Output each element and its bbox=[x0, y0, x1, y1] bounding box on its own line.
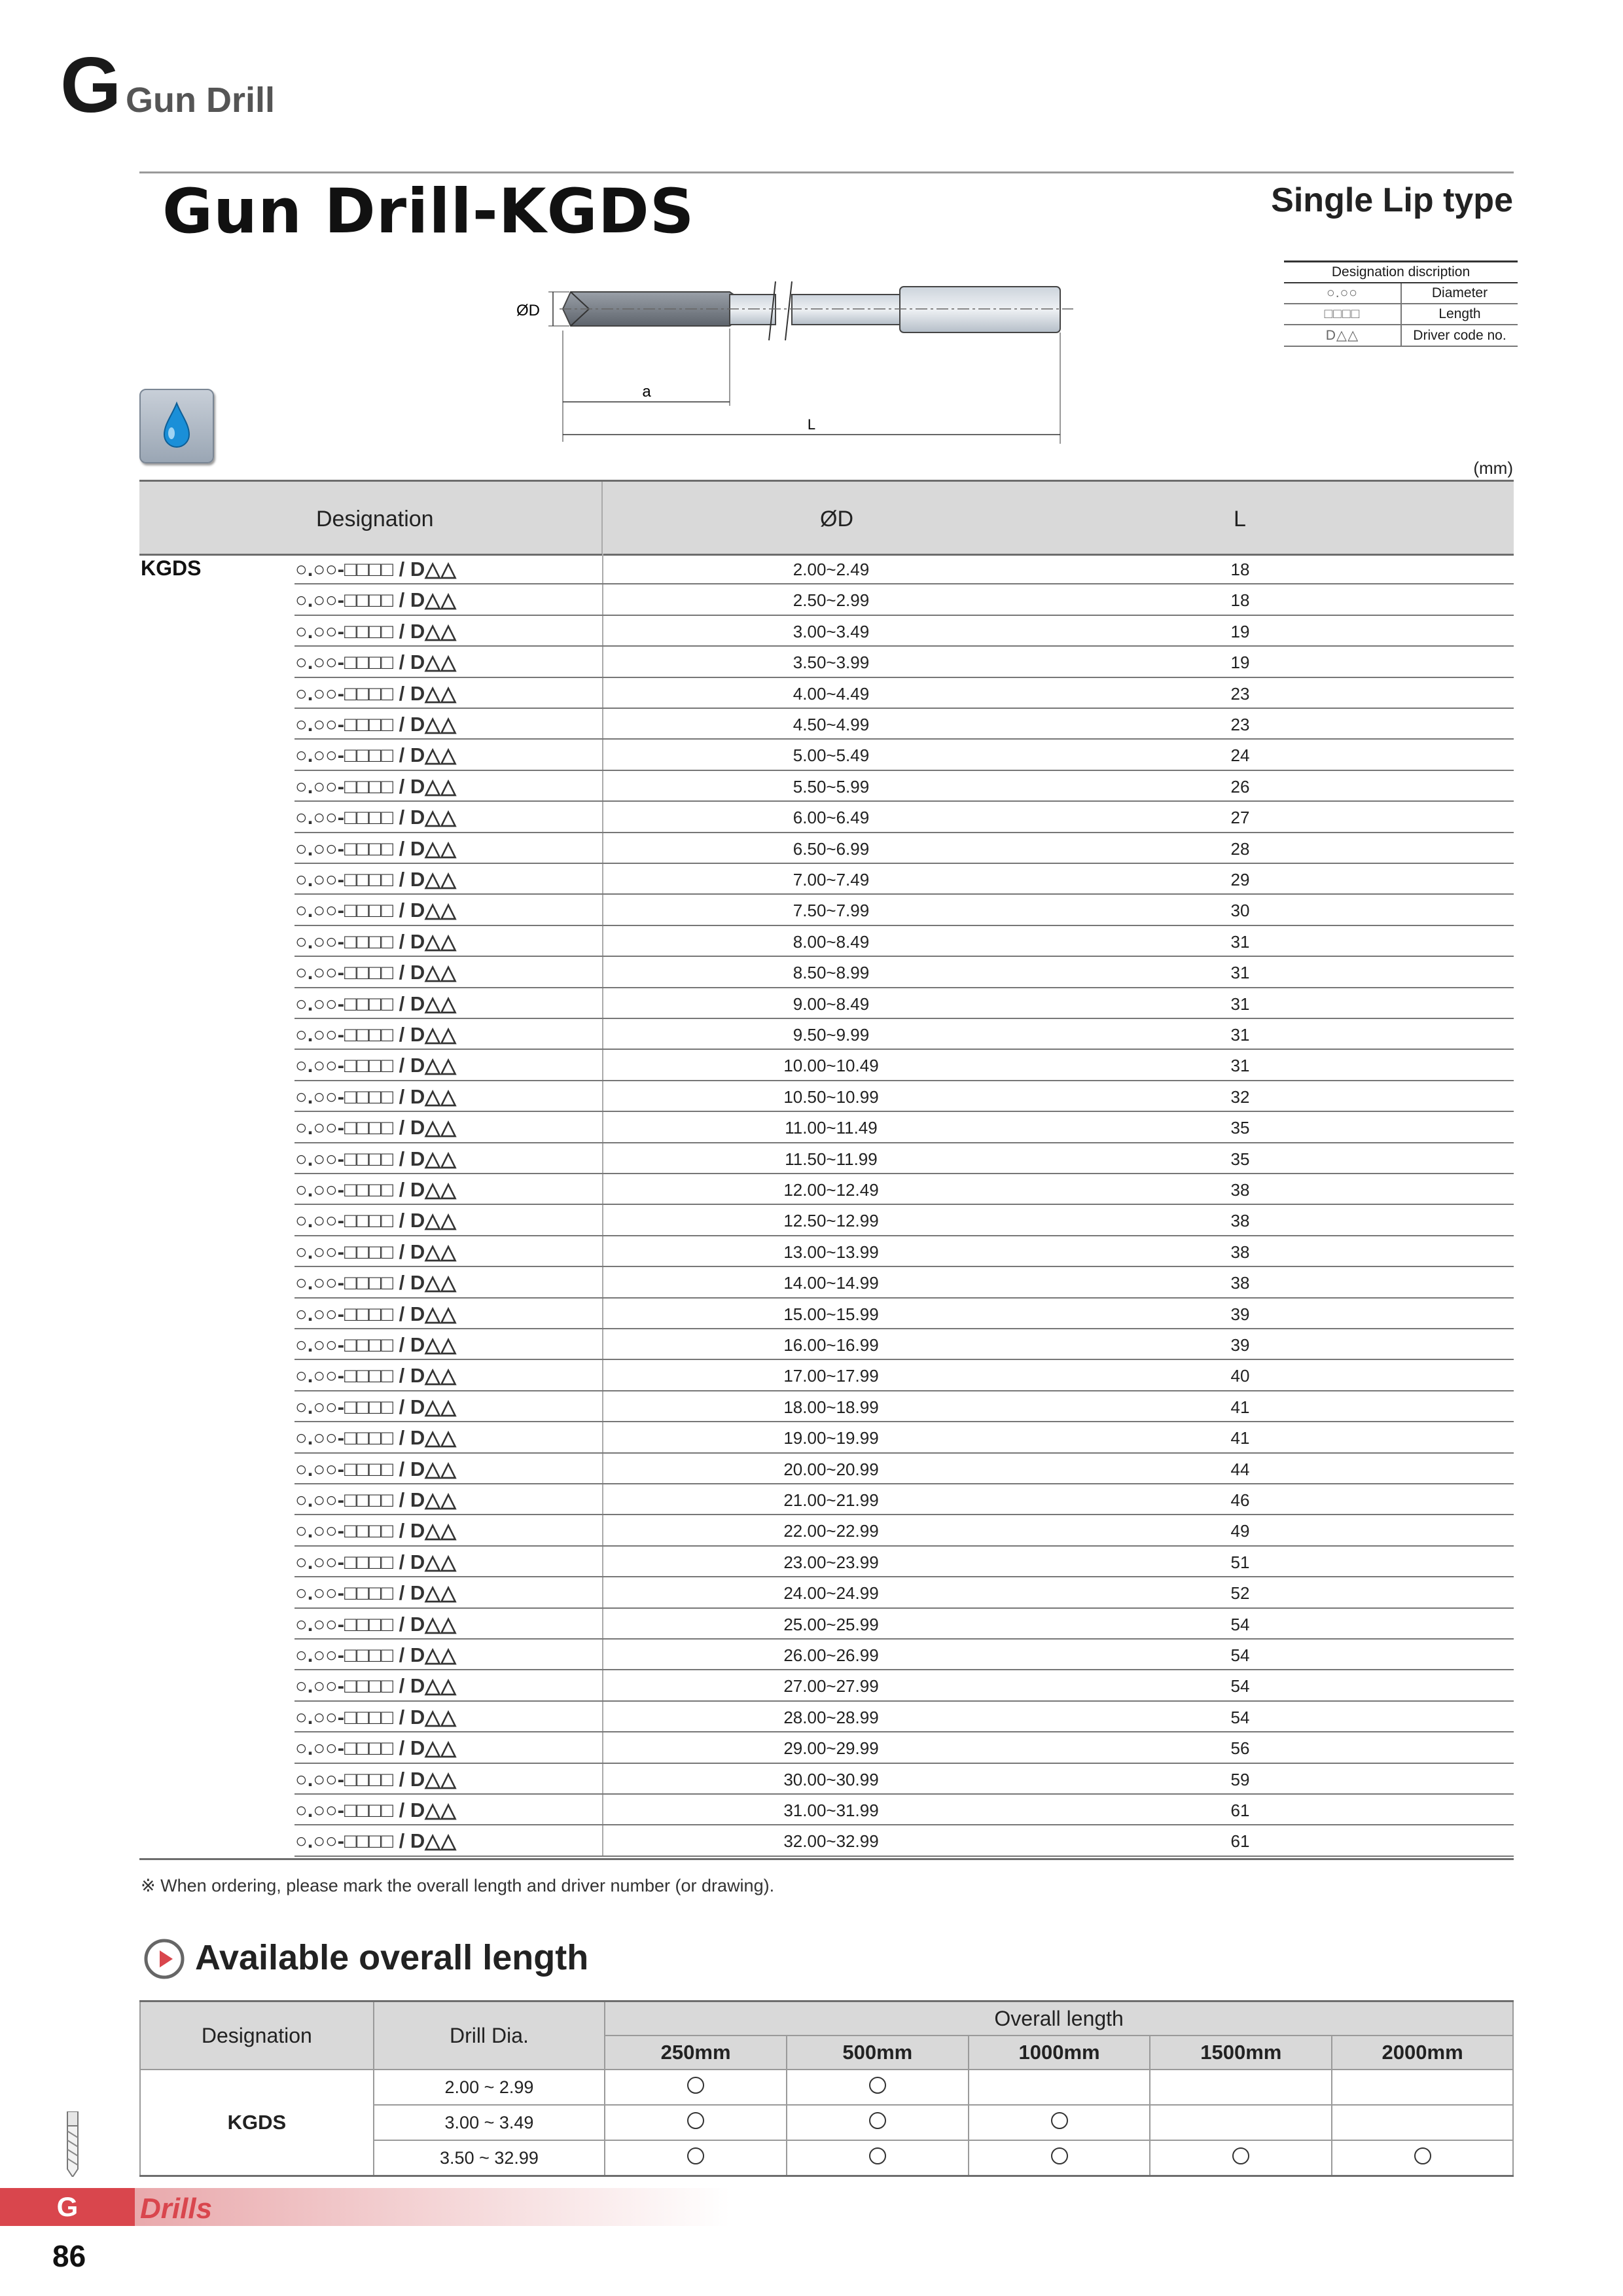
table-row bbox=[139, 1670, 1514, 1701]
row-diameter: 15.00~15.99 bbox=[783, 1304, 879, 1324]
row-designation: ○.○○-□□□□ / D△△ bbox=[295, 774, 456, 798]
legend-code: D△△ bbox=[1284, 325, 1401, 346]
row-designation: ○.○○-□□□□ / D△△ bbox=[295, 1271, 456, 1295]
table-row bbox=[139, 1732, 1514, 1763]
table-row bbox=[139, 988, 1514, 1019]
coolant-drop-icon bbox=[139, 389, 214, 463]
avail-series: KGDS bbox=[140, 2070, 374, 2176]
table-row bbox=[139, 647, 1514, 677]
table-row bbox=[139, 1454, 1514, 1484]
row-length: 39 bbox=[1230, 1304, 1250, 1324]
table-row bbox=[139, 926, 1514, 957]
table-row bbox=[139, 1360, 1514, 1391]
row-diameter: 7.00~7.49 bbox=[793, 870, 870, 889]
table-row bbox=[139, 1081, 1514, 1112]
table-row bbox=[139, 1640, 1514, 1670]
row-diameter: 26.00~26.99 bbox=[783, 1645, 879, 1665]
available-circle-icon bbox=[1232, 2147, 1249, 2164]
availability-cell bbox=[1332, 2070, 1513, 2105]
row-diameter: 30.00~30.99 bbox=[783, 1769, 879, 1789]
row-designation: ○.○○-□□□□ / D△△ bbox=[295, 651, 456, 674]
avail-col-drill-dia: Drill Dia. bbox=[374, 2001, 605, 2070]
row-length: 49 bbox=[1230, 1521, 1250, 1541]
available-circle-icon bbox=[1051, 2112, 1068, 2129]
availability-cell bbox=[969, 2105, 1150, 2140]
table-row bbox=[139, 709, 1514, 740]
row-diameter: 10.50~10.99 bbox=[783, 1086, 879, 1107]
availability-cell bbox=[969, 2140, 1150, 2176]
product-type: Single Lip type bbox=[1271, 181, 1513, 219]
row-length: 41 bbox=[1230, 1428, 1250, 1448]
page-number: 86 bbox=[52, 2239, 86, 2273]
chapter-title: Gun Drill bbox=[126, 81, 275, 120]
availability-cell bbox=[605, 2105, 787, 2140]
row-diameter: 29.00~29.99 bbox=[783, 1738, 879, 1759]
availability-cell bbox=[1332, 2105, 1513, 2140]
table-row bbox=[139, 802, 1514, 833]
row-designation: ○.○○-□□□□ / D△△ bbox=[295, 1581, 456, 1605]
row-diameter: 4.00~4.49 bbox=[793, 683, 870, 704]
designation-legend bbox=[1284, 260, 1518, 347]
table-row bbox=[140, 2070, 1513, 2105]
table-row bbox=[139, 616, 1514, 647]
table-row bbox=[139, 1484, 1514, 1515]
diameter-label: ØD bbox=[516, 302, 540, 319]
row-designation: ○.○○-□□□□ / D△△ bbox=[295, 1519, 456, 1543]
row-designation: ○.○○-□□□□ / D△△ bbox=[295, 1674, 456, 1698]
row-length: 29 bbox=[1230, 870, 1250, 889]
row-diameter: 9.00~8.49 bbox=[793, 994, 870, 1014]
row-length: 32 bbox=[1230, 1086, 1250, 1107]
drill-bit-icon bbox=[62, 2111, 83, 2177]
row-designation: ○.○○-□□□□ / D△△ bbox=[295, 868, 456, 891]
row-length: 52 bbox=[1230, 1583, 1250, 1604]
row-diameter: 6.00~6.49 bbox=[793, 808, 870, 828]
row-length: 19 bbox=[1230, 653, 1250, 673]
row-diameter: 10.00~10.49 bbox=[783, 1056, 879, 1076]
row-length: 18 bbox=[1230, 590, 1250, 611]
table-row bbox=[139, 1825, 1514, 1856]
col-diameter: ØD bbox=[820, 507, 853, 531]
legend-code: ○.○○ bbox=[1284, 283, 1401, 304]
row-designation: ○.○○-□□□□ / D△△ bbox=[295, 1023, 456, 1046]
row-length: 44 bbox=[1230, 1459, 1250, 1479]
row-designation: ○.○○-□□□□ / D△△ bbox=[295, 1054, 456, 1077]
row-length: 46 bbox=[1230, 1490, 1250, 1510]
gun-drill-drawing bbox=[497, 268, 1126, 452]
section-tab-bar bbox=[135, 2188, 1623, 2226]
length-header: 2000mm bbox=[1332, 2036, 1513, 2070]
row-diameter: 5.00~5.49 bbox=[793, 745, 870, 766]
row-diameter: 13.00~13.99 bbox=[783, 1242, 879, 1262]
row-length: 38 bbox=[1230, 1211, 1250, 1231]
available-circle-icon bbox=[1051, 2147, 1068, 2164]
table-row bbox=[139, 1391, 1514, 1422]
table-row bbox=[139, 1609, 1514, 1640]
row-designation: ○.○○-□□□□ / D△△ bbox=[295, 929, 456, 953]
row-diameter: 8.50~8.99 bbox=[793, 963, 870, 983]
avail-col-designation: Designation bbox=[140, 2001, 374, 2070]
row-length: 26 bbox=[1230, 776, 1250, 797]
row-diameter: 12.50~12.99 bbox=[783, 1211, 879, 1231]
row-designation: ○.○○-□□□□ / D△△ bbox=[295, 1209, 456, 1232]
available-circle-icon bbox=[687, 2147, 704, 2164]
legend-code: □□□□ bbox=[1284, 304, 1401, 325]
table-row bbox=[139, 864, 1514, 895]
row-length: 54 bbox=[1230, 1676, 1250, 1696]
row-length: 31 bbox=[1230, 1056, 1250, 1076]
chapter-letter: G bbox=[60, 41, 122, 129]
row-designation: ○.○○-□□□□ / D△△ bbox=[295, 558, 456, 581]
row-length: 27 bbox=[1230, 808, 1250, 828]
row-designation: ○.○○-□□□□ / D△△ bbox=[295, 1705, 456, 1729]
avail-drill-dia: 3.50 ~ 32.99 bbox=[374, 2140, 605, 2176]
available-circle-icon bbox=[687, 2077, 704, 2094]
row-diameter: 21.00~21.99 bbox=[783, 1490, 879, 1510]
legend-meaning: Diameter bbox=[1401, 283, 1518, 304]
availability-cell bbox=[1150, 2140, 1332, 2176]
legend-meaning: Length bbox=[1401, 304, 1518, 325]
table-row bbox=[139, 554, 1514, 584]
row-designation: ○.○○-□□□□ / D△△ bbox=[295, 619, 456, 643]
unit-label: (mm) bbox=[1473, 458, 1513, 478]
table-row bbox=[139, 1577, 1514, 1608]
available-circle-icon bbox=[869, 2077, 886, 2094]
product-title: Gun Drill-KGDS bbox=[162, 176, 695, 247]
table-row bbox=[139, 1547, 1514, 1577]
series-label: KGDS bbox=[141, 556, 202, 580]
table-row bbox=[139, 1702, 1514, 1732]
row-diameter: 28.00~28.99 bbox=[783, 1707, 879, 1727]
availability-cell bbox=[969, 2070, 1150, 2105]
header-divider bbox=[139, 171, 1514, 173]
row-length: 31 bbox=[1230, 963, 1250, 983]
avail-drill-dia: 3.00 ~ 3.49 bbox=[374, 2105, 605, 2140]
row-diameter: 5.50~5.99 bbox=[793, 776, 870, 797]
col-designation: Designation bbox=[316, 507, 434, 531]
row-length: 38 bbox=[1230, 1180, 1250, 1200]
table-row bbox=[139, 957, 1514, 988]
length-header: 250mm bbox=[605, 2036, 787, 2070]
row-designation: ○.○○-□□□□ / D△△ bbox=[295, 1829, 456, 1853]
table-row bbox=[139, 1422, 1514, 1453]
row-length: 54 bbox=[1230, 1614, 1250, 1634]
row-designation: ○.○○-□□□□ / D△△ bbox=[295, 681, 456, 705]
availability-cell bbox=[1150, 2070, 1332, 2105]
available-length-title: Available overall length bbox=[195, 1938, 589, 1977]
table-row bbox=[139, 1764, 1514, 1795]
availability-cell bbox=[787, 2140, 969, 2176]
table-row bbox=[139, 1795, 1514, 1825]
row-diameter: 27.00~27.99 bbox=[783, 1676, 879, 1696]
row-length: 19 bbox=[1230, 621, 1250, 641]
row-diameter: 22.00~22.99 bbox=[783, 1521, 879, 1541]
row-length: 30 bbox=[1230, 901, 1250, 921]
row-diameter: 11.50~11.99 bbox=[785, 1149, 878, 1169]
row-designation: ○.○○-□□□□ / D△△ bbox=[295, 1333, 456, 1356]
row-designation: ○.○○-□□□□ / D△△ bbox=[295, 992, 456, 1015]
row-designation: ○.○○-□□□□ / D△△ bbox=[295, 1116, 456, 1139]
row-designation: ○.○○-□□□□ / D△△ bbox=[295, 961, 456, 984]
row-designation: ○.○○-□□□□ / D△△ bbox=[295, 1178, 456, 1201]
row-length: 31 bbox=[1230, 931, 1250, 952]
row-length: 61 bbox=[1230, 1801, 1250, 1820]
row-designation: ○.○○-□□□□ / D△△ bbox=[295, 1799, 456, 1821]
section-tab-letter: G bbox=[0, 2188, 135, 2226]
row-diameter: 11.00~11.49 bbox=[785, 1118, 878, 1138]
row-designation: ○.○○-□□□□ / D△△ bbox=[295, 899, 456, 922]
row-length: 41 bbox=[1230, 1397, 1250, 1417]
table-row bbox=[139, 1329, 1514, 1360]
length-header: 1000mm bbox=[969, 2036, 1150, 2070]
row-length: 56 bbox=[1230, 1738, 1250, 1759]
row-diameter: 2.00~2.49 bbox=[793, 560, 870, 579]
availability-cell bbox=[1332, 2140, 1513, 2176]
row-designation: ○.○○-□□□□ / D△△ bbox=[295, 1240, 456, 1263]
row-diameter: 3.50~3.99 bbox=[793, 653, 870, 673]
spec-table-header bbox=[139, 480, 1514, 556]
row-length: 38 bbox=[1230, 1273, 1250, 1293]
table-row bbox=[139, 1112, 1514, 1143]
availability-cell bbox=[605, 2070, 787, 2105]
table-row bbox=[139, 1174, 1514, 1205]
row-length: 51 bbox=[1230, 1552, 1250, 1572]
table-row bbox=[139, 771, 1514, 802]
play-circle-icon bbox=[143, 1938, 185, 1980]
row-diameter: 2.50~2.99 bbox=[793, 590, 870, 611]
row-diameter: 23.00~23.99 bbox=[783, 1552, 879, 1572]
table-row bbox=[139, 833, 1514, 864]
col-length: L bbox=[1234, 507, 1246, 531]
l-label: L bbox=[807, 416, 816, 433]
row-designation: ○.○○-□□□□ / D△△ bbox=[295, 713, 456, 736]
row-length: 54 bbox=[1230, 1645, 1250, 1665]
row-designation: ○.○○-□□□□ / D△△ bbox=[295, 1395, 456, 1418]
available-circle-icon bbox=[1414, 2147, 1431, 2164]
row-designation: ○.○○-□□□□ / D△△ bbox=[295, 1302, 456, 1325]
row-length: 39 bbox=[1230, 1335, 1250, 1355]
row-designation: ○.○○-□□□□ / D△△ bbox=[295, 1736, 456, 1760]
row-length: 23 bbox=[1230, 715, 1250, 734]
row-diameter: 8.00~8.49 bbox=[793, 931, 870, 952]
row-length: 35 bbox=[1230, 1149, 1250, 1169]
availability-cell bbox=[605, 2140, 787, 2176]
table-row bbox=[139, 895, 1514, 925]
row-designation: ○.○○-□□□□ / D△△ bbox=[295, 1426, 456, 1450]
row-length: 24 bbox=[1230, 745, 1250, 766]
row-length: 28 bbox=[1230, 838, 1250, 859]
row-diameter: 12.00~12.49 bbox=[783, 1180, 879, 1200]
row-diameter: 9.50~9.99 bbox=[793, 1025, 870, 1045]
table-row bbox=[139, 740, 1514, 770]
row-diameter: 6.50~6.99 bbox=[793, 838, 870, 859]
availability-cell bbox=[1150, 2105, 1332, 2140]
row-length: 40 bbox=[1230, 1366, 1250, 1386]
table-row bbox=[139, 1019, 1514, 1050]
row-designation: ○.○○-□□□□ / D△△ bbox=[295, 1643, 456, 1666]
availability-cell bbox=[787, 2105, 969, 2140]
section-tab-word: Drills bbox=[140, 2193, 213, 2225]
available-length-table bbox=[139, 2000, 1514, 2177]
row-diameter: 3.00~3.49 bbox=[793, 621, 870, 641]
row-designation: ○.○○-□□□□ / D△△ bbox=[295, 744, 456, 767]
row-length: 31 bbox=[1230, 994, 1250, 1014]
order-note: ※ When ordering, please mark the overall length and driver number (or drawing). bbox=[141, 1876, 775, 1895]
row-length: 59 bbox=[1230, 1769, 1250, 1789]
row-length: 61 bbox=[1230, 1831, 1250, 1852]
row-diameter: 32.00~32.99 bbox=[783, 1831, 879, 1852]
table-row bbox=[139, 1236, 1514, 1267]
row-diameter: 17.00~17.99 bbox=[783, 1366, 879, 1386]
avail-drill-dia: 2.00 ~ 2.99 bbox=[374, 2070, 605, 2105]
table-row bbox=[139, 678, 1514, 709]
row-designation: ○.○○-□□□□ / D△△ bbox=[295, 1488, 456, 1511]
table-row bbox=[139, 1515, 1514, 1546]
row-length: 18 bbox=[1230, 560, 1250, 579]
a-label: a bbox=[642, 383, 651, 401]
legend-title: Designation discription bbox=[1284, 262, 1518, 283]
row-designation: ○.○○-□□□□ / D△△ bbox=[295, 1550, 456, 1573]
row-length: 54 bbox=[1230, 1707, 1250, 1727]
row-diameter: 19.00~19.99 bbox=[783, 1428, 879, 1448]
table-row bbox=[139, 1143, 1514, 1174]
row-designation: ○.○○-□□□□ / D△△ bbox=[295, 806, 456, 829]
row-designation: ○.○○-□□□□ / D△△ bbox=[295, 1767, 456, 1791]
availability-cell bbox=[787, 2070, 969, 2105]
length-header: 500mm bbox=[787, 2036, 969, 2070]
row-diameter: 24.00~24.99 bbox=[783, 1583, 879, 1604]
row-diameter: 31.00~31.99 bbox=[783, 1801, 879, 1820]
table-row bbox=[139, 1267, 1514, 1298]
row-diameter: 16.00~16.99 bbox=[783, 1335, 879, 1355]
length-header: 1500mm bbox=[1150, 2036, 1332, 2070]
available-circle-icon bbox=[687, 2112, 704, 2129]
row-designation: ○.○○-□□□□ / D△△ bbox=[295, 1147, 456, 1170]
row-designation: ○.○○-□□□□ / D△△ bbox=[295, 1364, 456, 1388]
avail-col-overall: Overall length bbox=[605, 2001, 1513, 2036]
legend-meaning: Driver code no. bbox=[1401, 325, 1518, 346]
available-circle-icon bbox=[869, 2147, 886, 2164]
row-diameter: 25.00~25.99 bbox=[783, 1614, 879, 1634]
row-length: 38 bbox=[1230, 1242, 1250, 1262]
row-designation: ○.○○-□□□□ / D△△ bbox=[295, 1085, 456, 1108]
table-row bbox=[139, 1205, 1514, 1236]
row-diameter: 14.00~14.99 bbox=[783, 1273, 879, 1293]
row-diameter: 18.00~18.99 bbox=[783, 1397, 879, 1417]
row-diameter: 20.00~20.99 bbox=[783, 1459, 879, 1479]
row-designation: ○.○○-□□□□ / D△△ bbox=[295, 1612, 456, 1636]
table-bottom-rule bbox=[139, 1858, 1514, 1860]
row-length: 35 bbox=[1230, 1118, 1250, 1138]
row-designation: ○.○○-□□□□ / D△△ bbox=[295, 588, 456, 612]
table-row bbox=[139, 1050, 1514, 1081]
table-row bbox=[139, 584, 1514, 615]
row-diameter: 7.50~7.99 bbox=[793, 901, 870, 921]
row-diameter: 4.50~4.99 bbox=[793, 715, 870, 734]
row-length: 31 bbox=[1230, 1025, 1250, 1045]
row-designation: ○.○○-□□□□ / D△△ bbox=[295, 1457, 456, 1480]
table-row bbox=[139, 1299, 1514, 1329]
row-designation: ○.○○-□□□□ / D△△ bbox=[295, 836, 456, 860]
available-circle-icon bbox=[869, 2112, 886, 2129]
row-length: 23 bbox=[1230, 683, 1250, 704]
